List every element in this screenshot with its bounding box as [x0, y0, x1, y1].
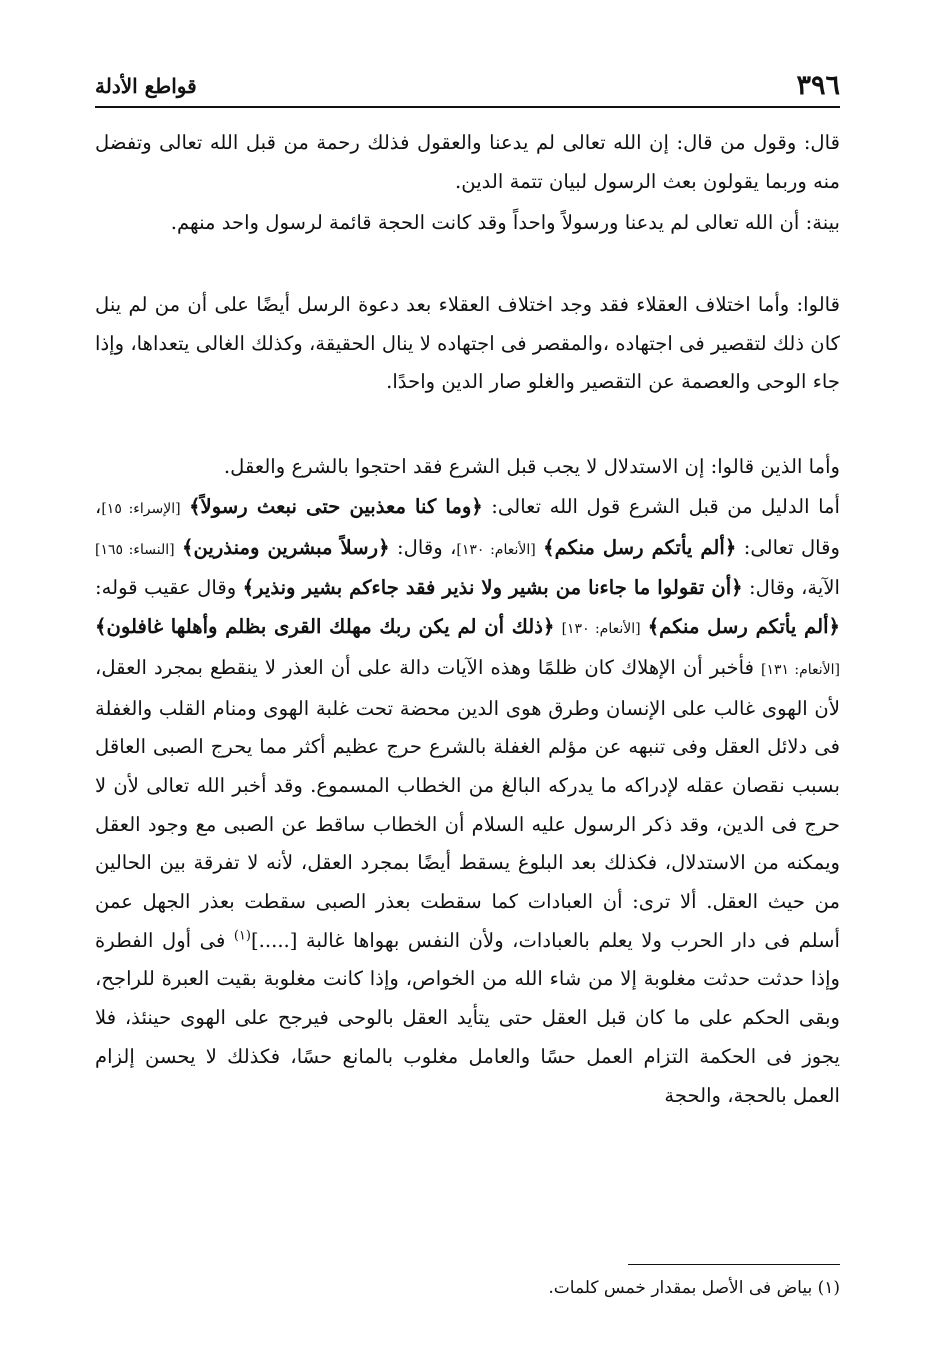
- text-run: ، وقال:: [389, 535, 457, 559]
- quran-verse: ﴿وما كنا معذبين حتى نبعث رسولاً﴾: [189, 495, 483, 518]
- text-run: [175, 536, 182, 559]
- quran-verse: ﴿رسلاً مبشرين ومنذرين﴾: [182, 535, 390, 559]
- verse-reference: [الأنعام: ١٣٠]: [561, 621, 641, 638]
- text-run: [554, 615, 561, 638]
- book-page: [95, 58, 840, 1298]
- text-run: [641, 615, 648, 638]
- paragraph: [95, 448, 840, 487]
- paragraph: [95, 488, 840, 1115]
- quran-verse: ﴿ألم يأتكم رسل منكم﴾: [543, 535, 737, 559]
- text-run: قال: وقول من قال: إن الله تعالى لم يدعنا والعقول فذلك رحمة من قبل الله تعالى وتفضل منه وربما يقولون بعث الرسول لبيان تتمة الدين.: [95, 131, 840, 193]
- text-run: الآية، وقال:: [742, 576, 840, 600]
- text-run: ، وقال تعالى:: [95, 495, 840, 559]
- running-title: قواطع الأدلة: [95, 74, 197, 98]
- page-header: [95, 58, 840, 108]
- text-run: فى أول الفطرة وإذا حدثت حدثت مغلوبة إلا من شاء الله من الخواص، وإذا كانت مغلوبة بقيت العبرة للراجح، وبقى الحكم على ما كان قبل العقل حتى يتأيد العقل بالوحى فيرجح على الهوى حينئذ، فلا يجوز فى الحكمة التزام العمل حسًا والعامل مغلوب بالمانع حسًا، فكذلك لا يحسن إلزام العمل بالحجة، والحجة: [95, 928, 840, 1107]
- text-run: [181, 495, 190, 518]
- text-run: وأما الذين قالوا: إن الاستدلال لا يجب قبل الشرع فقد احتجوا بالشرع والعقل.: [223, 455, 840, 478]
- quran-verse: ﴿ألم يأتكم رسل منكم﴾: [647, 615, 840, 639]
- quran-verse: ﴿أن تقولوا ما جاءنا من بشير ولا نذير فقد جاءكم بشير ونذير﴾: [242, 576, 743, 600]
- text-run: بينة: أن الله تعالى لم يدعنا ورسولاً واحداً وقد كانت الحجة قائمة لرسول واحد منهم.: [170, 211, 840, 234]
- quran-verse: ﴿ذلك أن لم يكن ربك مهلك القرى بظلم وأهلها غافلون﴾: [95, 615, 555, 639]
- verse-reference: [النساء: ١٦٥]: [95, 541, 175, 558]
- verse-reference: [الأنعام: ١٣١]: [761, 661, 840, 678]
- text-run: فأخبر أن الإهلاك كان ظلمًا وهذه الآيات دالة على أن العذر لا ينقطع بمجرد العقل، لأن الهوى غالب على الإنسان وطرق هوى الدين محضة تحت غلبة الهوى ومنام القلب والغفلة فى دلائل العقل وفى تنبهه عن مؤلم الغفلة بالشرع حرج عظيم أكثر مما يحرج الصبى العاقل بسبب نقصان عقله لإدراكه ما يدركه البالغ من الخطاب المسموع. وقد أخبر الله تعالى لأن لا حرج فى الدين، وقد ذكر الرسول عليه السلام أن الخطاب ساقط عن الصبى مع وجود العقل ويمكنه من الاستدلال، فكذلك بعد البلوغ يسقط أيضًا بمجرد العقل، لأنه لا تفرقة بين الحالين من حيث العقل. ألا ترى: أن العبادات كما سقطت بعذر الصبى سقطت بعذر الجهل عمن أسلم فى دار الحرب ولا يعلم بالعبادات، ولأن النفس بهواها غالبة [.....]: [95, 655, 840, 952]
- footnote-marker: (١): [233, 928, 251, 944]
- footnote: (١) بياض فى الأصل بمقدار خمس كلمات.: [548, 1278, 840, 1298]
- page-number: ٣٩٦: [796, 70, 840, 101]
- text-run: وقال عقيب قوله:: [95, 576, 243, 600]
- verse-reference: [الإسراء: ١٥]: [101, 501, 181, 517]
- body-text: [95, 124, 840, 1254]
- paragraph: [95, 286, 840, 402]
- text-run: قالوا: وأما اختلاف العقلاء فقد وجد اختلاف العقلاء بعد دعوة الرسل أيضًا على أن من لم ينل كان ذلك لتقصير فى اجتهاده ،والمقصر فى اجتهاده لا ينال الحقيقة، وكذلك الغالى يتعداها، وإذا جاء الوحى والعصمة عن التقصير والغلو صار الدين واحدًا.: [95, 293, 840, 394]
- paragraph: [95, 204, 840, 243]
- paragraph: [95, 124, 840, 201]
- text-run: أما الدليل من قبل الشرع قول الله تعالى:: [482, 495, 840, 518]
- footnote-divider: [628, 1264, 840, 1265]
- verse-reference: [الأنعام: ١٣٠]: [456, 541, 536, 558]
